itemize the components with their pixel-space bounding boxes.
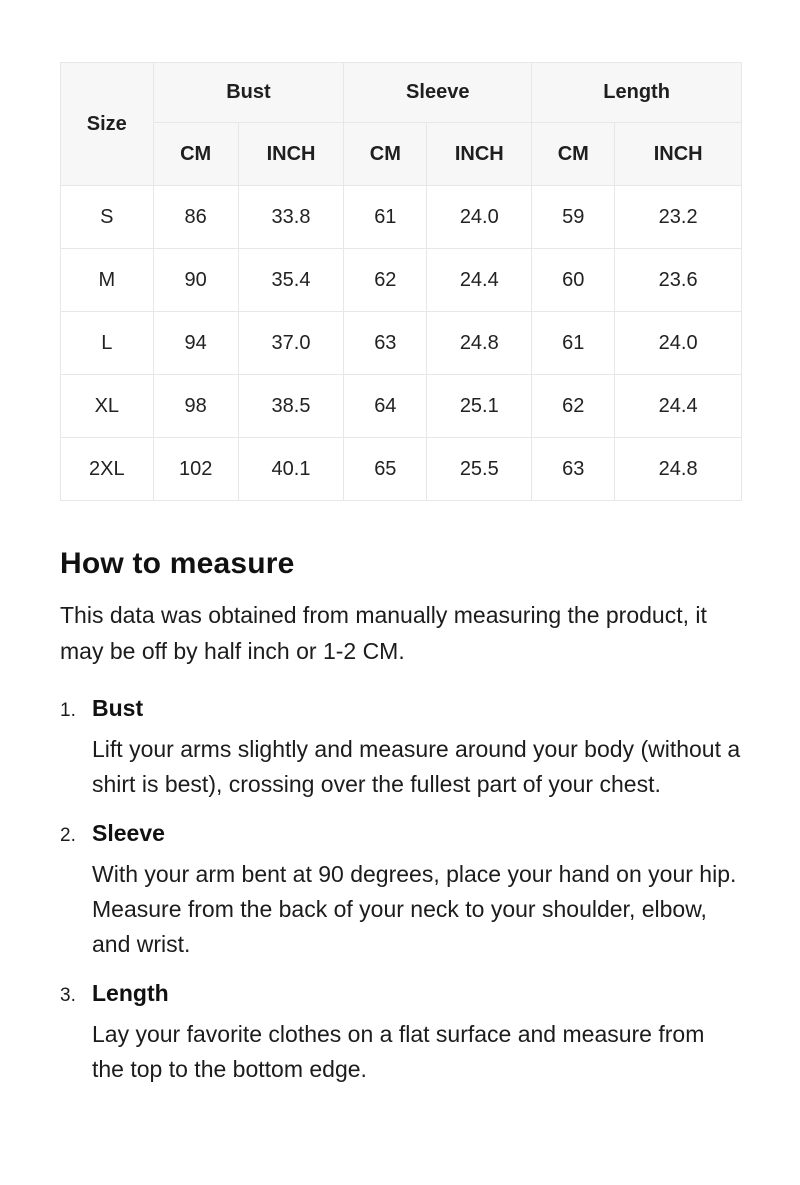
value-cell: 23.2 — [615, 186, 742, 249]
unit-header-bust-cm: CM — [153, 123, 238, 186]
column-header-sleeve: Sleeve — [344, 63, 532, 123]
value-cell: 63 — [532, 438, 615, 501]
column-header-bust: Bust — [153, 63, 344, 123]
value-cell: 24.4 — [615, 375, 742, 438]
value-cell: 23.6 — [615, 249, 742, 312]
table-row — [61, 249, 742, 312]
value-cell: 98 — [153, 375, 238, 438]
step-description: With your arm bent at 90 degrees, place your hand on your hip. Measure from the back of your neck to your shoulder, elbow, and wrist. — [92, 861, 737, 957]
step-heading — [60, 695, 742, 722]
step-heading — [60, 820, 742, 847]
step-description: Lay your favorite clothes on a flat surface and measure from the top to the bottom edge. — [92, 1021, 705, 1082]
step-heading — [60, 980, 742, 1007]
table-header-group-row — [61, 63, 742, 123]
value-cell: 102 — [153, 438, 238, 501]
how-to-measure-heading: How to measure — [60, 547, 295, 580]
unit-header-length-cm: CM — [532, 123, 615, 186]
value-cell: 37.0 — [238, 312, 344, 375]
size-cell: 2XL — [61, 438, 154, 501]
value-cell: 24.8 — [427, 312, 532, 375]
column-header-size: Size — [61, 63, 154, 186]
value-cell: 24.0 — [427, 186, 532, 249]
measure-disclaimer-text: This data was obtained from manually measuring the product, it may be off by half inch or 1-2 CM. — [60, 602, 707, 664]
list-item — [60, 695, 742, 802]
table-header-unit-row — [61, 123, 742, 186]
size-cell: L — [61, 312, 154, 375]
list-item — [60, 980, 742, 1087]
unit-header-sleeve-cm: CM — [344, 123, 427, 186]
value-cell: 61 — [532, 312, 615, 375]
value-cell: 62 — [344, 249, 427, 312]
value-cell: 24.4 — [427, 249, 532, 312]
value-cell: 40.1 — [238, 438, 344, 501]
value-cell: 86 — [153, 186, 238, 249]
value-cell: 90 — [153, 249, 238, 312]
step-title-bust: Bust — [92, 695, 144, 721]
step-title-sleeve: Sleeve — [92, 820, 165, 846]
size-cell: XL — [61, 375, 154, 438]
unit-header-sleeve-inch: INCH — [427, 123, 532, 186]
value-cell: 64 — [344, 375, 427, 438]
unit-header-bust-inch: INCH — [238, 123, 344, 186]
size-cell: S — [61, 186, 154, 249]
unit-header-length-inch: INCH — [615, 123, 742, 186]
table-row — [61, 438, 742, 501]
step-title-length: Length — [92, 980, 169, 1006]
value-cell: 59 — [532, 186, 615, 249]
table-row — [61, 312, 742, 375]
value-cell: 24.8 — [615, 438, 742, 501]
value-cell: 60 — [532, 249, 615, 312]
step-description: Lift your arms slightly and measure around your body (without a shirt is best), crossing over the fullest part of your chest. — [92, 736, 741, 797]
list-item — [60, 820, 742, 962]
column-header-length: Length — [532, 63, 742, 123]
value-cell: 33.8 — [238, 186, 344, 249]
table-row — [61, 375, 742, 438]
value-cell: 35.4 — [238, 249, 344, 312]
step-number: 3. — [60, 985, 76, 1006]
value-cell: 25.5 — [427, 438, 532, 501]
value-cell: 94 — [153, 312, 238, 375]
value-cell: 24.0 — [615, 312, 742, 375]
value-cell: 25.1 — [427, 375, 532, 438]
value-cell: 62 — [532, 375, 615, 438]
step-number: 1. — [60, 700, 76, 721]
value-cell: 61 — [344, 186, 427, 249]
value-cell: 65 — [344, 438, 427, 501]
measure-steps-list — [60, 695, 742, 1087]
size-chart-table — [60, 62, 742, 501]
size-cell: M — [61, 249, 154, 312]
value-cell: 38.5 — [238, 375, 344, 438]
step-number: 2. — [60, 825, 76, 846]
table-row — [61, 186, 742, 249]
value-cell: 63 — [344, 312, 427, 375]
